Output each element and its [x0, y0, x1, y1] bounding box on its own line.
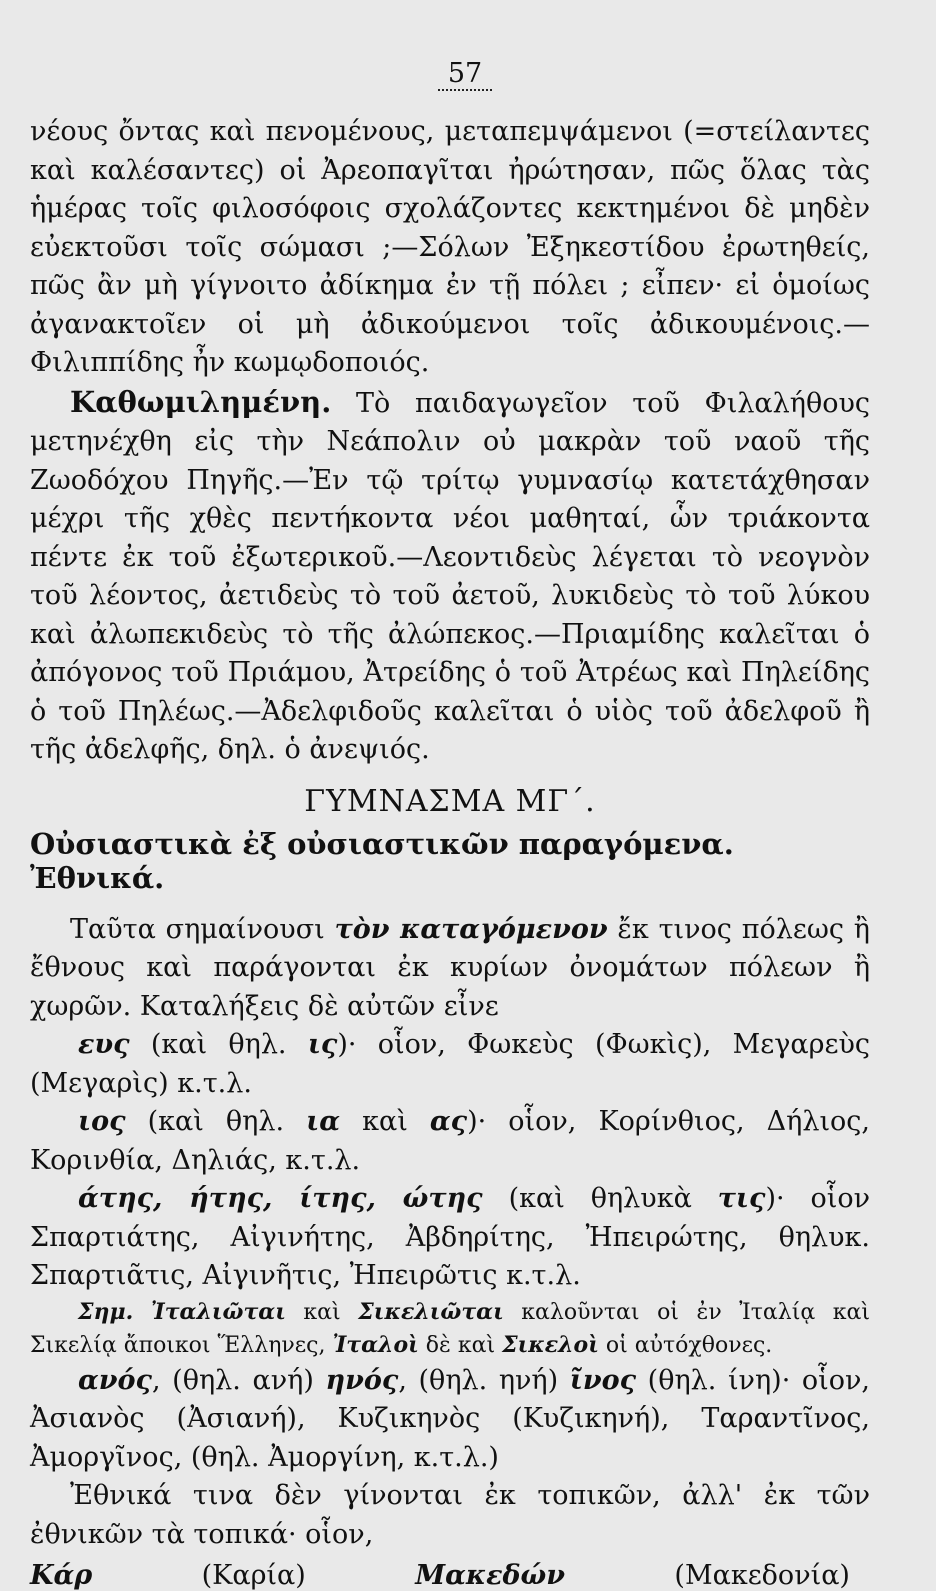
ending-tes: άτης, ήτης, ίτης, ώτης (καὶ θηλυκὰ τις)· οἷον Σπαρτιάτης, Αἰγινήτης, Ἀβδηρίτης, Ἠπειρώτης, θηλυκ. Σπαρτιᾶτις, Αἰγινῆτις, Ἠπειρῶτις κ.τ.λ. — [30, 1183, 871, 1291]
subheading-left: Οὐσιαστικὰ ἐξ οὐσιαστικῶν παραγόμενα. — [30, 826, 734, 861]
ending-eus: ευς (καὶ θηλ. ις)· οἷον, Φωκεὺς (Φωκὶς), Μεγαρεὺς (Μεγαρὶς) κ.τ.λ. — [30, 1029, 871, 1099]
paragraph-2-title: Καθωμιλημένη. — [70, 384, 332, 419]
paragraph-1: νέους ὄντας καὶ πενομένους, μεταπεμψάμενοι (=στείλαντες καὶ καλέσαντες) οἱ Ἀρεοπαγῖται ἠρώτησαν, πῶς ὅλας τὰς ἡμέρας τοῖς φιλοσόφοις σχολάζοντες κεκτημένοι δὲ μηδὲν εὐεκτοῦσι τοῖς σώμασι ;—Σόλων Ἐξηκεστίδου ἐρωτηθείς, πῶς ἂν μὴ γίγνοιτο ἀδίκημα ἐν τῇ πόλει ; εἶπεν· εἰ ὁμοίως ἀγανακτοῖεν οἱ μὴ ἀδικούμενοι τοῖς ἀδικουμένοις.—Φιλιππίδης ἦν κωμῳδοποιός. — [30, 116, 870, 378]
section-subheading — [30, 827, 870, 895]
page-number: 57 — [30, 58, 870, 91]
paragraph-2-text: Τὸ παιδαγωγεῖον τοῦ Φιλαλήθους μετηνέχθη εἰς τὴν Νεάπολιν οὐ μακρὰν τοῦ ναοῦ τῆς Ζωοδόχου Πηγῆς.—Ἐν τῷ τρίτῳ γυμνασίῳ κατετάχθησαν μέχρι τῆς χθὲς πεντήκοντα νέοι μαθηταί, ὧν τριάκοντα πέντε ἐκ τοῦ ἐξωτερικοῦ.—Λεοντιδεὺς λέγεται τὸ νεογνὸν τοῦ λέοντος, ἀετιδεὺς τὸ τοῦ ἀετοῦ, λυκιδεὺς τὸ τοῦ λύκου καὶ ἀλωπεκιδεὺς τὸ τῆς ἀλώπεκος.—Πριαμίδης καλεῖται ὁ ἀπόγονος τοῦ Πριάμου, Ἀτρείδης ὁ τοῦ Ἀτρέως καὶ Πηλείδης ὁ τοῦ Πηλέως.—Ἀδελφιδοῦς καλεῖται ὁ υἱὸς τοῦ ἀδελφοῦ ἢ τῆς ἀδελφῆς, δηλ. ὁ ἀνεψιός. — [30, 387, 870, 765]
intro-paragraph: Ταῦτα σημαίνουσι τὸν καταγόμενον ἔκ τινος πόλεως ἢ ἔθνους καὶ παράγονται ἐκ κυρίων ὀνομάτων πόλεων ἢ χωρῶν. Καταλήξεις δὲ αὐτῶν εἶνε — [30, 913, 870, 1022]
subheading-right: Ἐθνικά. — [30, 860, 165, 895]
example-2-word: Μακεδών — [415, 1560, 565, 1591]
ending-anos: ανός, (θηλ. ανή) ηνός, (θηλ. ηνή) ῖνος (θηλ. ίνη)· οἷον, Ἀσιανὸς (Ἀσιανή), Κυζικηνὸς (Κυζικηνή), Ταραντῖνος, Ἀμοργῖνος, (θηλ. Ἀμοργίνη, κ.τ.λ.) — [30, 1364, 870, 1473]
ending-ios: ιος (καὶ θηλ. ια καὶ ας)· οἷον, Κορίνθιος, Δήλιος, Κορινθία, Δηλιάς, κ.τ.λ. — [30, 1106, 871, 1176]
example-1-place: (Καρία) — [201, 1560, 306, 1591]
example-1-word: Κάρ — [30, 1560, 93, 1591]
note: Σημ. Ἰταλιῶται καὶ Σικελιῶται καλοῦνται οἱ ἐν Ἰταλίᾳ καὶ Σικελίᾳ ἄποικοι Ἕλληνες, Ἰταλοὶ δὲ καὶ Σικελοὶ οἱ αὐτόχθονες. — [30, 1298, 870, 1358]
example-2-place: (Μακεδονία) — [674, 1560, 850, 1591]
section-heading: ΓΥΜΝΑΣΜΑ ΜΓ΄. — [304, 783, 596, 819]
closing-paragraph: Ἐθνικά τινα δὲν γίνονται ἐκ τοπικῶν, ἀλλ' ἐκ τῶν ἐθνικῶν τὰ τοπικά· οἷον, — [30, 1480, 870, 1550]
examples-row — [30, 1560, 870, 1591]
paragraph-2 — [30, 383, 870, 770]
